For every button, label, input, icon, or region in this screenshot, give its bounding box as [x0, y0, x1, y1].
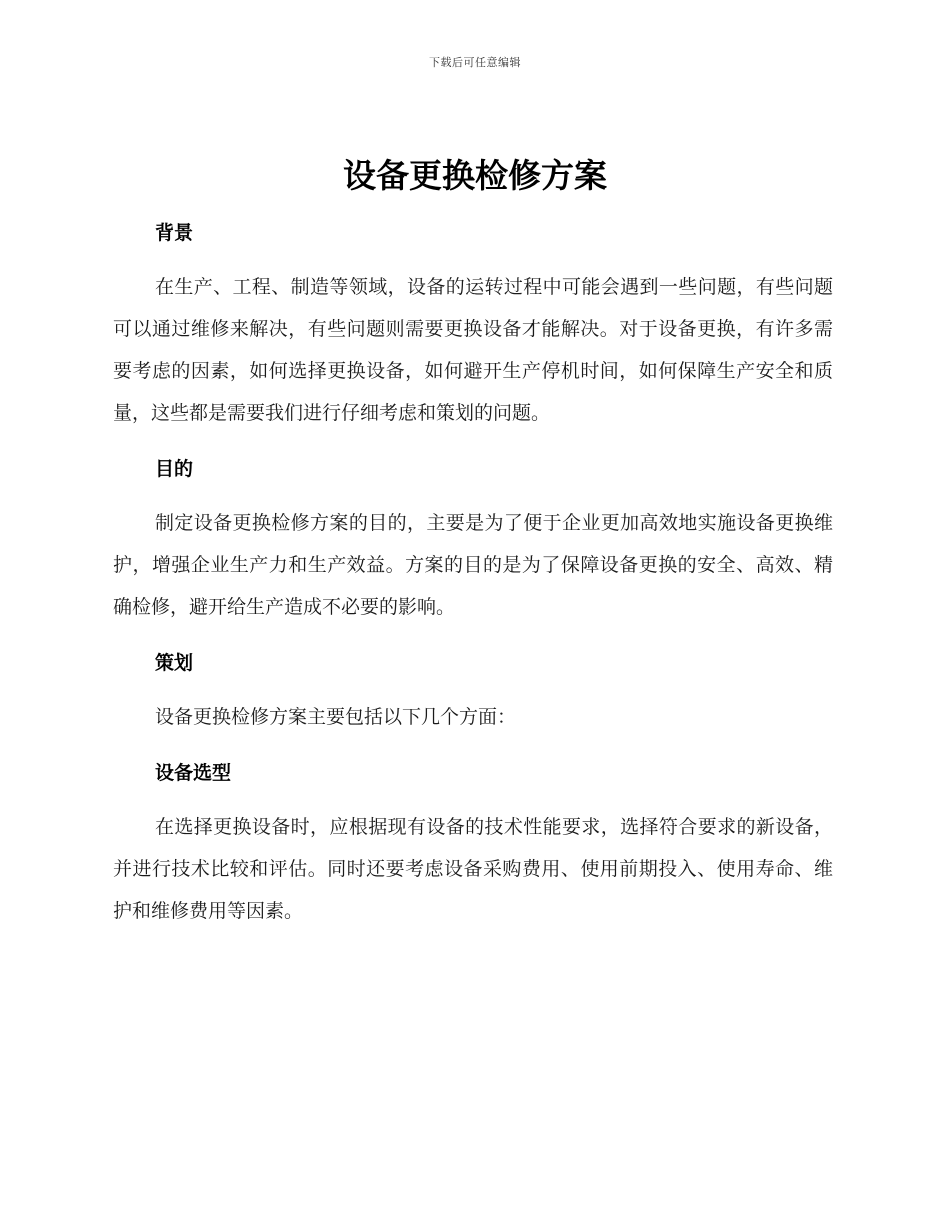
section-heading: 设备选型: [155, 762, 232, 784]
section-paragraph: 在生产、工程、制造等领域，设备的运转过程中可能会遇到一些问题，有些问题可以通过维修来解决，有些问题则需要更换设备才能解决。对于设备更换，有许多需要考虑的因素，如何选择更换设备，如何避开生产停机时间，如何保障生产安全和质量，这些都是需要我们进行仔细考虑和策划的问题。: [113, 276, 833, 424]
section-planning: [113, 628, 833, 738]
section-purpose: [113, 434, 833, 628]
section-equipment-selection: [113, 738, 833, 932]
section-paragraph: 设备更换检修方案主要包括以下几个方面：: [155, 706, 517, 728]
section-paragraph: 在选择更换设备时，应根据现有设备的技术性能要求，选择符合要求的新设备，并进行技术比较和评估。同时还要考虑设备采购费用、使用前期投入、使用寿命、维护和维修费用等因素。: [113, 816, 833, 922]
document-body: [113, 200, 833, 932]
header-note: 下载后可任意编辑: [429, 56, 521, 69]
section-heading: 背景: [155, 222, 194, 244]
section-heading: 目的: [155, 458, 194, 480]
section-paragraph: 制定设备更换检修方案的目的，主要是为了便于企业更加高效地实施设备更换维护，增强企业生产力和生产效益。方案的目的是为了保障设备更换的安全、高效、精确检修，避开给生产造成不必要的影响。: [113, 512, 833, 618]
section-heading: 策划: [155, 652, 194, 674]
section-background: [113, 200, 833, 434]
page-title: 设备更换检修方案: [343, 156, 607, 195]
